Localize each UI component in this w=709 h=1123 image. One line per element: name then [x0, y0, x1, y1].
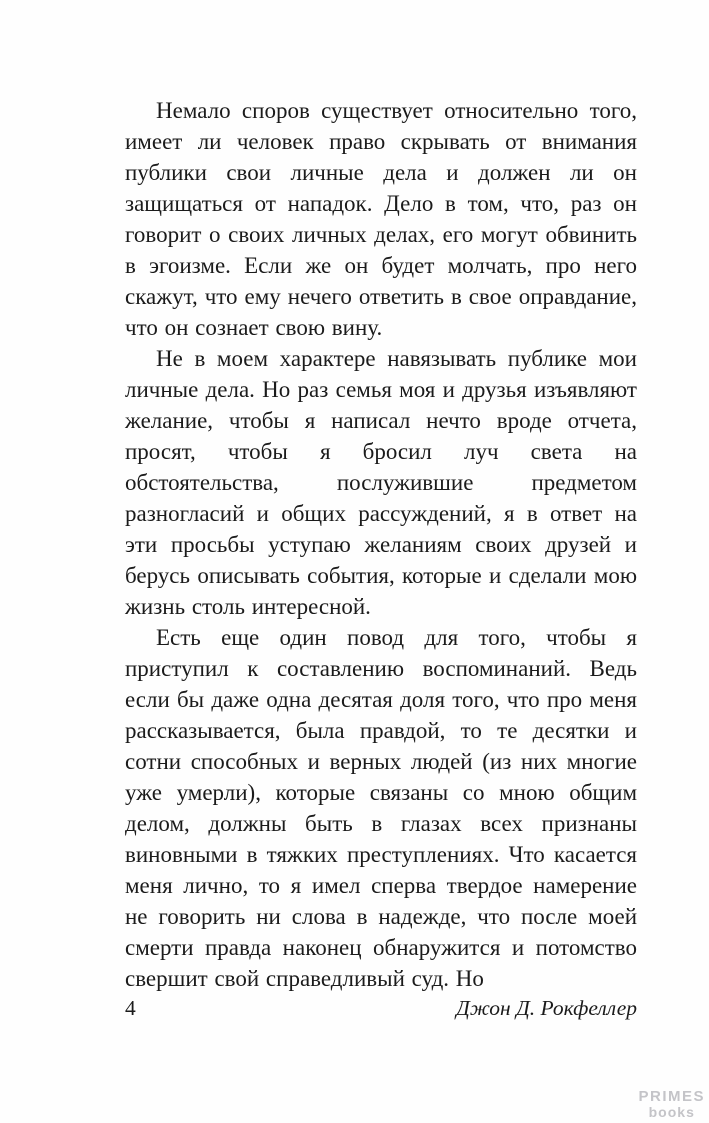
- paragraph: Немало споров существует относительно того, имеет ли человек право скрывать от внимания публики свои личные дела и должен ли он защищаться от нападок. Дело в том, что, раз он говорит о своих личных делах, его могут обвинить в эгоизме. Если же он будет молчать, про него скажут, что ему нечего ответить в свое оправдание, что он сознает свою вину.: [125, 98, 637, 340]
- page-footer: [125, 995, 637, 1021]
- paragraph: Не в моем характере навязывать публике мои личные дела. Но раз семья моя и друзья изъявляют желание, чтобы я написал нечто вроде отчета, просят, чтобы я бросил луч света на обстоятельства, послужившие предметом разногласий и общих рассуждений, я в ответ на эти просьбы уступаю желаниям своих друзей и берусь описывать события, которые и сделали мою жизнь столь интересной.: [125, 346, 637, 619]
- publisher-name: PRIMES: [638, 1088, 705, 1105]
- publisher-watermark: [638, 1089, 705, 1119]
- page-number: 4: [125, 996, 136, 1020]
- paragraph: Есть еще один повод для того, чтобы я приступил к составлению воспоминаний. Ведь если бы даже одна десятая доля того, что про меня рассказывается, была правдой, то те десятки и сотни способных и верных людей (из них многие уже умерли), которые связаны со мною общим делом, должны быть в глазах всех признаны виновными в тяжких преступлениях. Что касается меня лично, то я имел сперва твердое намерение не говорить ни слова в надежде, что после моей смерти правда наконец обнаружится и потомство свершит свой справедливый суд. Но: [125, 625, 637, 991]
- publisher-subname: books: [648, 1104, 695, 1120]
- running-author: Джон Д. Рокфеллер: [456, 996, 637, 1020]
- body-text: [125, 95, 637, 994]
